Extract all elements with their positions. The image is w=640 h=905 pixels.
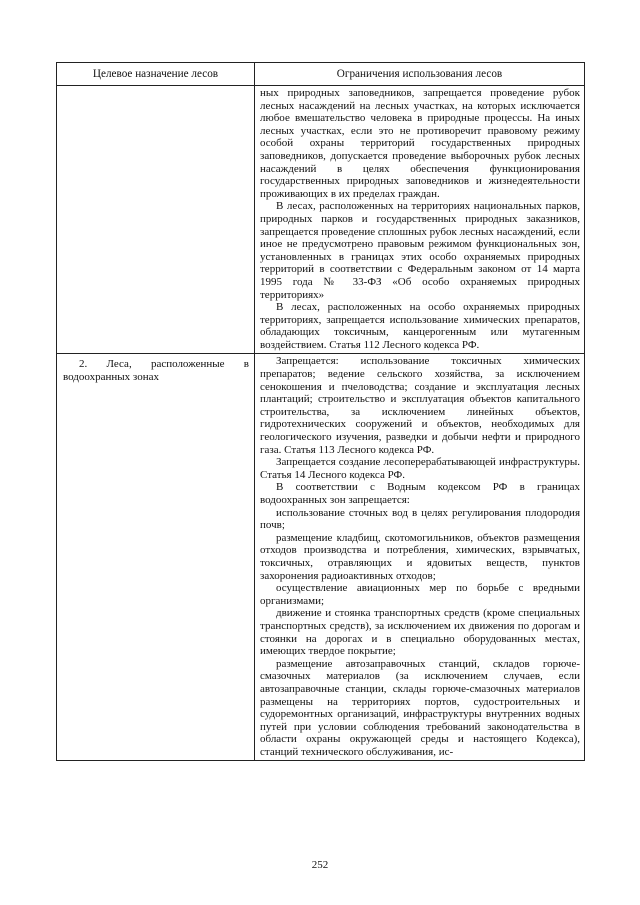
table-row — [57, 354, 585, 761]
header-forest-purpose: Целевое назначение лесов — [57, 63, 255, 86]
paragraph: Запрещается создание лесоперерабатывающей инфраструктуры. Статья 14 Лесного кодекса РФ. — [260, 456, 580, 481]
forest-category-label: 2. Леса, расположенные в водоохранных зонах — [63, 358, 249, 384]
row2-restrictions-cell — [255, 354, 585, 761]
table-header-row — [57, 63, 585, 86]
list-item: движение и стоянка транспортных средств (кроме специальных транспортных средств), за исключением их движения по дорогам и стоянки на дорогах и в специально оборудованных местах, имеющих твердое покрытие; — [260, 607, 580, 658]
list-item: осуществление авиационных мер по борьбе с вредными организмами; — [260, 582, 580, 607]
regulation-table — [56, 62, 585, 761]
list-item: размещение автозаправочных станций, складов горюче-смазочных материалов (за исключением случаев, если автозаправочные станции, склады горюче-смазочных материалов размещены на территориях портов, судостроительных и судоремонтных организаций, инфраструктуры внутренних водных путей при условии соблюдения требований законодательства в области охраны окружающей среды и настоящего Кодекса), станций технического обслуживания, ис- — [260, 657, 580, 758]
paragraph: В лесах, расположенных на территориях национальных парков, природных парков и государственных природных заказников, запрещается проведение сплошных рубок лесных насаждений, если иное не предусмотрено правовым режимом функциональных зон, установленных в границах этих особо охраняемых природных территорий в соответствии с Федеральным законом от 14 марта 1995 года № 33-ФЗ «Об особо охраняемых природных территориях» — [260, 200, 580, 301]
paragraph: Запрещается: использование токсичных химических препаратов; ведение сельского хозяйства, за исключением сенокошения и пчеловодства; создание и эксплуатация лесных плантаций; строительство и эксплуатация объектов капитального строительства, за исключением линейных объектов, гидротехнических сооружений и объектов, необходимых для геологического изучения, разведки и добычи нефти и природного газа. Статья 113 Лесного кодекса РФ. — [260, 355, 580, 456]
header-usage-restrictions: Ограничения использования лесов — [255, 63, 585, 86]
paragraph: ных природных заповедников, запрещается проведение рубок лесных насаждений на лесных участках, на которых исключается любое вмешательство человека в природные процессы. На иных лесных участках, если это не противоречит правовому режиму особой охраны территорий государственных природных заповедников, допускается проведение выборочных рубок лесных насаждений в целях обеспечения функционирования государственных природных заповедников и жизнедеятельности проживающих в их пределах граждан. — [260, 87, 580, 200]
table-row — [57, 86, 585, 354]
page-number: 252 — [311, 859, 329, 871]
row1-restrictions-cell — [255, 86, 585, 354]
paragraph: В соответствии с Водным кодексом РФ в границах водоохранных зон запрещается: — [260, 481, 580, 506]
list-item: размещение кладбищ, скотомогильников, объектов размещения отходов производства и потребления, химических, взрывчатых, токсичных, отравляющих и ядовитых веществ, пунктов захоронения радиоактивных отходов; — [260, 531, 580, 582]
list-item: использование сточных вод в целях регулирования плодородия почв; — [260, 506, 580, 532]
paragraph: В лесах, расположенных на особо охраняемых природных территориях, запрещается использование химических препаратов, обладающих токсичным, канцерогенным или мутагенным воздействием. Статья 112 Лесного кодекса РФ. — [260, 301, 580, 351]
row1-purpose-cell — [57, 86, 255, 354]
row2-purpose-cell — [57, 354, 255, 761]
